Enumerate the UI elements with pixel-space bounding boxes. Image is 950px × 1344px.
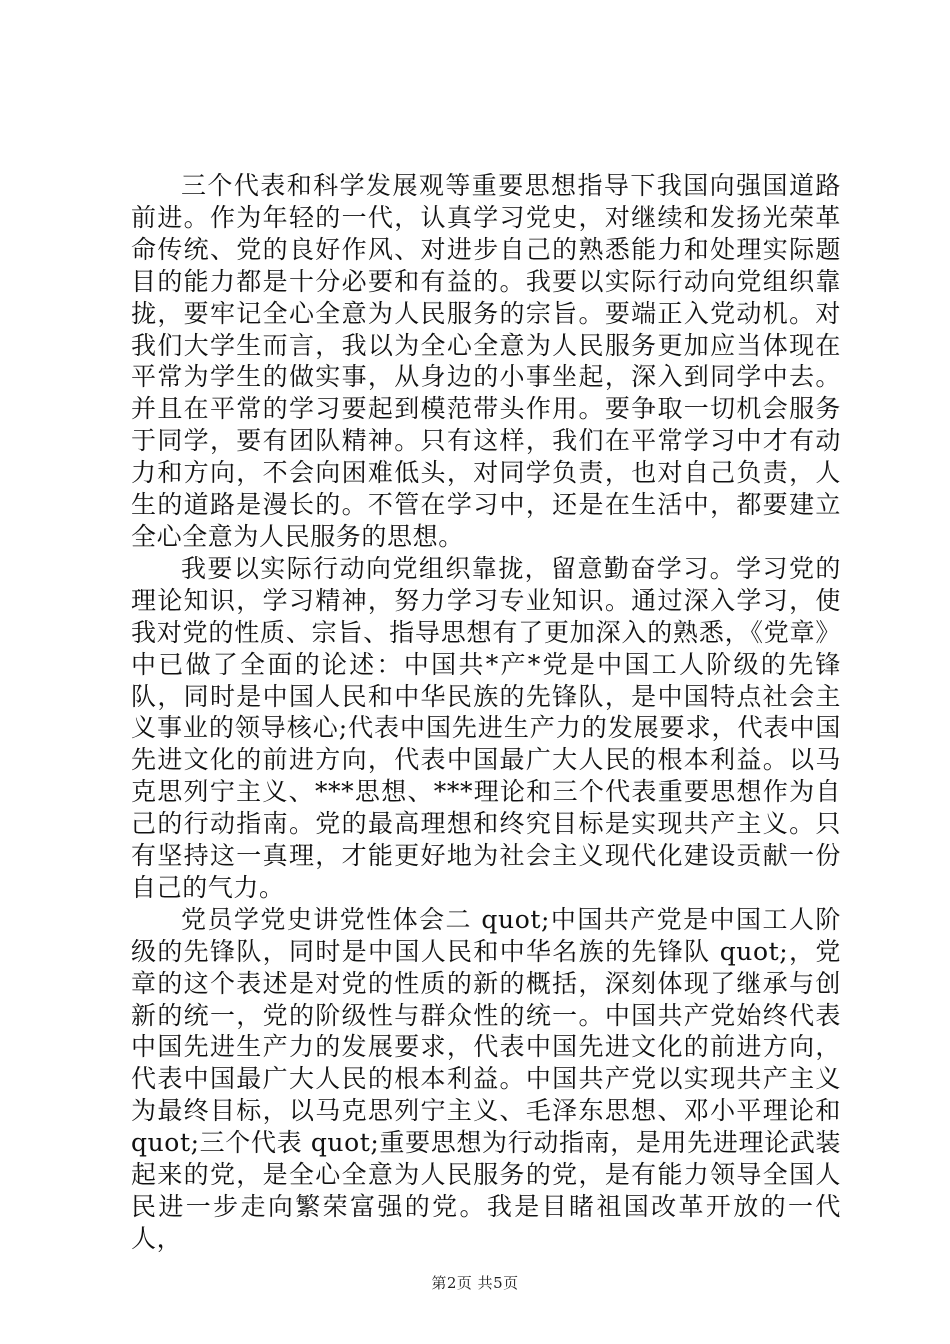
paragraph-2: 我要以实际行动向党组织靠拢，留意勤奋学习。学习党的理论知识，学习精神，努力学习专业知识。通过深入学习，使我对党的性质、宗旨、指导思想有了更加深入的熟悉，《党章》中已做了全面的论述：中国共*产*党是中国工人阶级的先锋队，同时是中国人民和中华民族的先锋队，是中国特点社会主义事业的领导核心;代表中国先进生产力的发展要求，代表中国先进文化的前进方向，代表中国最广大人民的根本利益。以马克思列宁主义、***思想、***理论和三个代表重要思想作为自己的行动指南。党的最高理想和终究目标是实现共产主义。只有坚持这一真理，才能更好地为社会主义现代化建设贡献一份自己的气力。: [131, 553, 841, 902]
paragraph-1: 三个代表和科学发展观等重要思想指导下我国向强国道路前进。作为年轻的一代，认真学习党史，对继续和发扬光荣革命传统、党的良好作风、对进步自己的熟悉能力和处理实际题目的能力都是十分必要和有益的。我要以实际行动向党组织靠拢，要牢记全心全意为人民服务的宗旨。要端正入党动机。对我们大学生而言，我以为全心全意为人民服务更加应当体现在平常为学生的做实事，从身边的小事坐起，深入到同学中去。并且在平常的学习要起到模范带头作用。要争取一切机会服务于同学，要有团队精神。只有这样，我们在平常学习中才有动力和方向，不会向困难低头，对同学负责，也对自己负责，人生的道路是漫长的。不管在学习中，还是在生活中，都要建立全心全意为人民服务的思想。: [131, 171, 841, 551]
page-number-footer: 第2页 共5页: [431, 1274, 519, 1292]
paragraph-3: 党员学党史讲党性体会二 quot;中国共产党是中国工人阶级的先锋队，同时是中国人民和中华名族的先锋队 quot;，党章的这个表述是对党的性质的新的概括，深刻体现了继承与创新的统一，党的阶级性与群众性的统一。中国共产党始终代表中国先进生产力的发展要求，代表中国先进文化的前进方向，代表中国最广大人民的根本利益。中国共产党以实现共产主义为最终目标，以马克思列宁主义、毛泽东思想、邓小平理论和 quot;三个代表 quot;重要思想为行动指南，是用先进理论武装起来的党，是全心全意为人民服务的党，是有能力领导全国人民进一步走向繁荣富强的党。我是目睹祖国改革开放的一代人，: [131, 904, 841, 1253]
document-body: [131, 170, 841, 1255]
